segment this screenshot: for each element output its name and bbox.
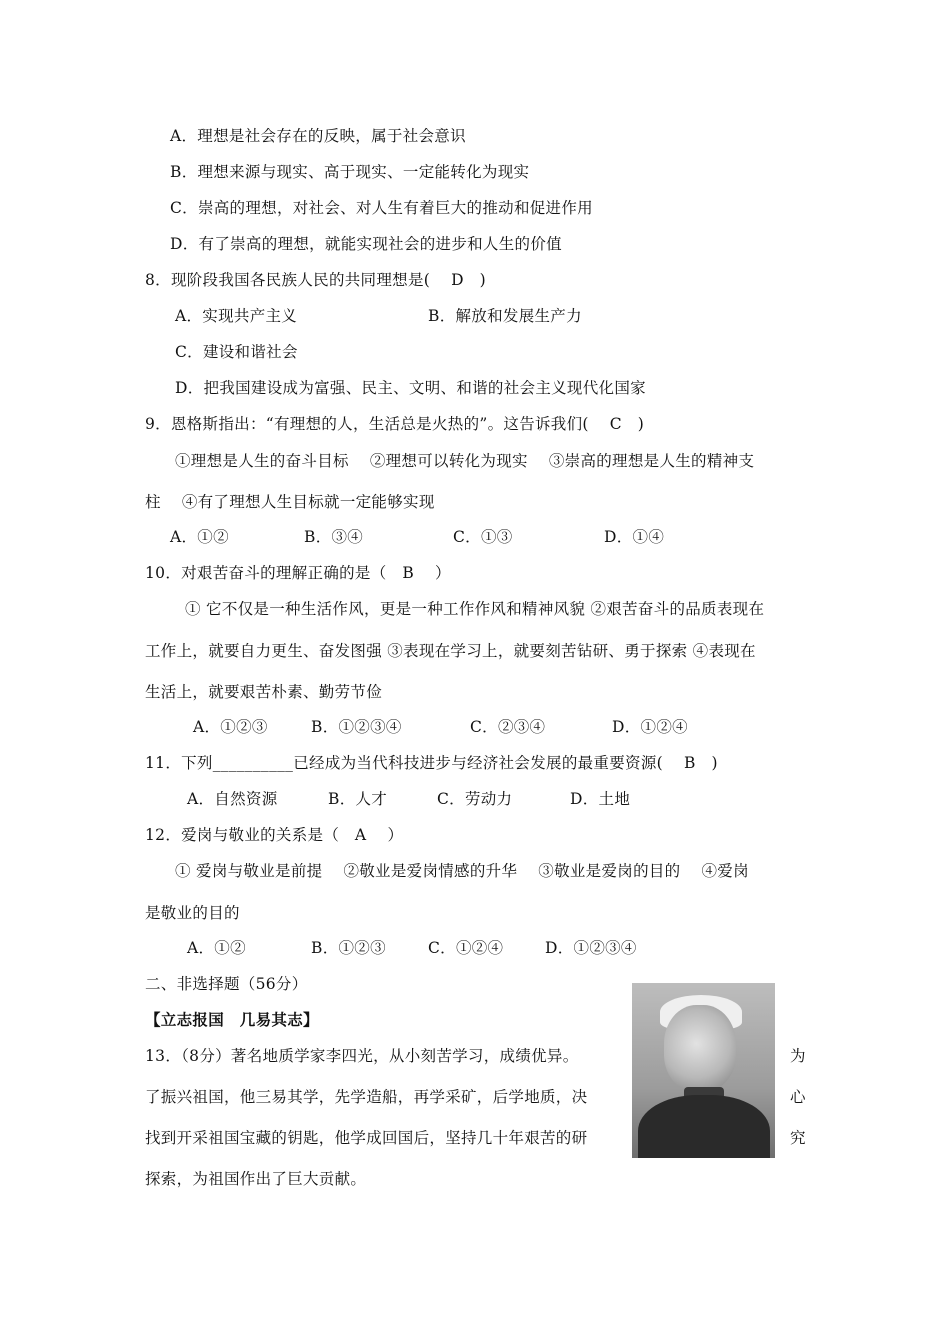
section-heading: 二、非选择题（56分）: [145, 975, 308, 993]
q9-statements-line2: 柱 ④有了理想人生目标就一定能够实现: [145, 493, 435, 511]
q10-stem: 10．对艰苦奋斗的理解正确的是（ B ）: [145, 564, 451, 582]
q11-option-a: A．自然资源: [187, 790, 278, 808]
q8-option-d: D．把我国建设成为富强、民主、文明、和谐的社会主义现代化国家: [175, 379, 646, 397]
q7-option-a: A．理想是社会存在的反映，属于社会意识: [170, 127, 466, 145]
q11-option-b: B．人才: [328, 790, 388, 808]
q7-option-d: D．有了崇高的理想，就能实现社会的进步和人生的价值: [170, 235, 562, 253]
q12-statements-line2: 是敬业的目的: [145, 904, 240, 922]
portrait-body: [638, 1095, 770, 1158]
q13-line4: 探索，为祖国作出了巨大贡献。: [145, 1170, 367, 1188]
q11-stem: 11．下列__________已经成为当代科技进步与经济社会发展的最重要资源( B ): [145, 754, 718, 772]
q10-statements-line2: 工作上，就要自力更生、奋发图强 ③表现在学习上，就要刻苦钻研、勇于探索 ④表现在: [145, 642, 756, 660]
q8-option-a: A．实现共产主义: [175, 307, 298, 325]
q9-option-a: A．①②: [170, 528, 229, 546]
q13-line3-end: 究: [790, 1129, 806, 1147]
q10-option-b: B．①②③④: [311, 718, 402, 736]
q13-line2: 了振兴祖国，他三易其学，先学造船，再学采矿，后学地质，决: [145, 1088, 588, 1106]
q10-option-a: A．①②③: [193, 718, 268, 736]
q7-option-b: B．理想来源与现实、高于现实、一定能转化为现实: [170, 163, 530, 181]
q9-stem: 9．恩格斯指出：“有理想的人，生活总是火热的”。这告诉我们( C ): [145, 415, 645, 433]
q11-option-c: C．劳动力: [437, 790, 513, 808]
q7-option-c: C．崇高的理想，对社会、对人生有着巨大的推动和促进作用: [170, 199, 593, 217]
q8-option-b: B．解放和发展生产力: [428, 307, 582, 325]
q13-line2-end: 心: [790, 1088, 806, 1106]
q10-option-d: D．①②④: [612, 718, 688, 736]
q12-option-c: C．①②④: [428, 939, 504, 957]
q10-statements-line1: ① 它不仅是一种生活作风，更是一种工作作风和精神风貌 ②艰苦奋斗的品质表现在: [185, 600, 765, 618]
q13-line1: 13．（8分）著名地质学家李四光，从小刻苦学习，成绩优异。: [145, 1047, 579, 1065]
q13-line3: 找到开采祖国宝藏的钥匙，他学成回国后，坚持几十年艰苦的研: [145, 1129, 588, 1147]
portrait-photo: [632, 983, 775, 1158]
q9-option-b: B．③④: [304, 528, 364, 546]
q12-option-b: B．①②③: [311, 939, 386, 957]
q12-option-d: D．①②③④: [545, 939, 637, 957]
q9-statements-line1: ①理想是人生的奋斗目标 ②理想可以转化为现实 ③崇高的理想是人生的精神支: [175, 452, 755, 470]
q9-option-c: C．①③: [453, 528, 513, 546]
q13-line1-end: 为: [790, 1047, 806, 1065]
topic-heading: 【立志报国 几易其志】: [145, 1010, 319, 1029]
q12-option-a: A．①②: [187, 939, 246, 957]
q8-option-c: C．建设和谐社会: [175, 343, 298, 361]
q9-option-d: D．①④: [604, 528, 665, 546]
portrait-face: [664, 1005, 736, 1091]
q12-stem: 12．爱岗与敬业的关系是（ A ）: [145, 826, 404, 844]
q10-statements-line3: 生活上，就要艰苦朴素、勤劳节俭: [145, 683, 383, 701]
q8-stem: 8．现阶段我国各民族人民的共同理想是( D ): [145, 271, 487, 289]
q10-option-c: C．②③④: [470, 718, 546, 736]
q12-statements-line1: ① 爱岗与敬业是前提 ②敬业是爱岗情感的升华 ③敬业是爱岗的目的 ④爱岗: [175, 862, 749, 880]
q11-option-d: D．土地: [570, 790, 631, 808]
